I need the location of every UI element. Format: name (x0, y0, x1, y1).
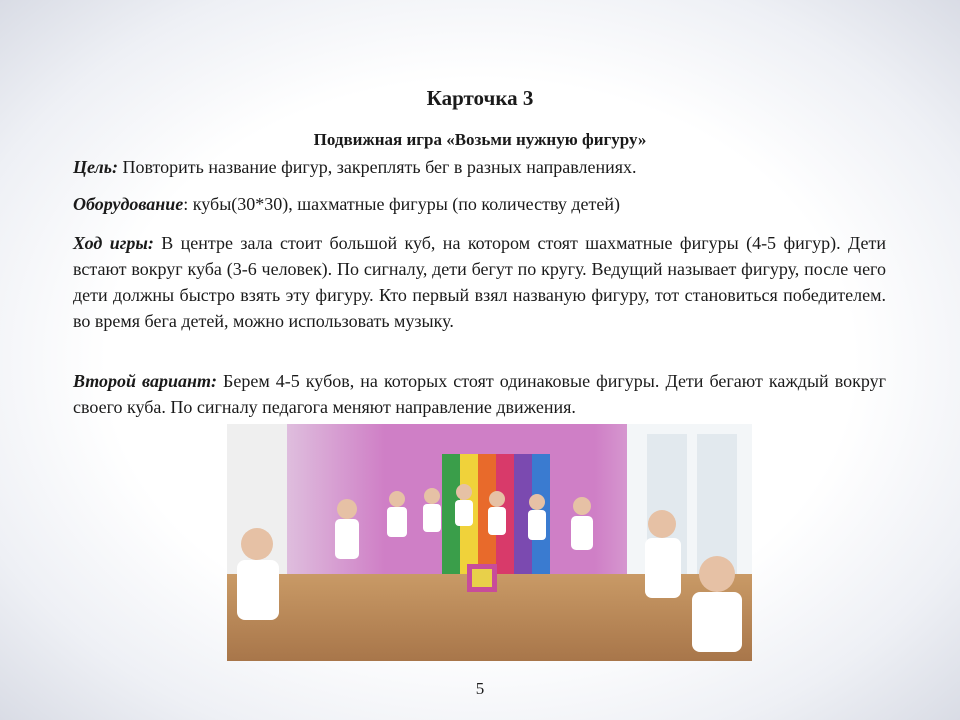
variant-paragraph (73, 368, 886, 420)
goal-paragraph (73, 154, 886, 180)
variant-label: Второй вариант: (73, 371, 217, 391)
variant-text: Берем 4-5 кубов, на которых стоят одинаковые фигуры. Дети бегают каждый вокруг своего куба. По сигналу педагога меняют направление движения. (73, 371, 886, 417)
equipment-text: : кубы(30*30), шахматные фигуры (по количеству детей) (183, 194, 620, 214)
game-title: Подвижная игра «Возьми нужную фигуру» (313, 130, 647, 149)
gameplay-paragraph (73, 230, 886, 334)
equipment-label: Оборудование (73, 194, 184, 214)
gameplay-label: Ход игры: (73, 233, 154, 253)
goal-text: Повторить название фигур, закреплять бег в разных направлениях. (118, 157, 637, 177)
page-number: 5 (475, 679, 485, 698)
gameplay-text: В центре зала стоит большой куб, на котором стоят шахматные фигуры (4-5 фигур). Дети встают вокруг куба (3-6 человек). По сигналу, дети бегут по кругу. Ведущий называет фигуру, после чего дети должны быстро взять эту фигуру. Кто первый взял названую фигуру, тот становиться победителем. во время бега детей, можно использовать музыку. (73, 233, 886, 331)
goal-label: Цель: (73, 157, 118, 177)
equipment-paragraph (73, 191, 886, 217)
children-game-photo (227, 424, 752, 661)
card-title: Карточка 3 (426, 86, 534, 110)
